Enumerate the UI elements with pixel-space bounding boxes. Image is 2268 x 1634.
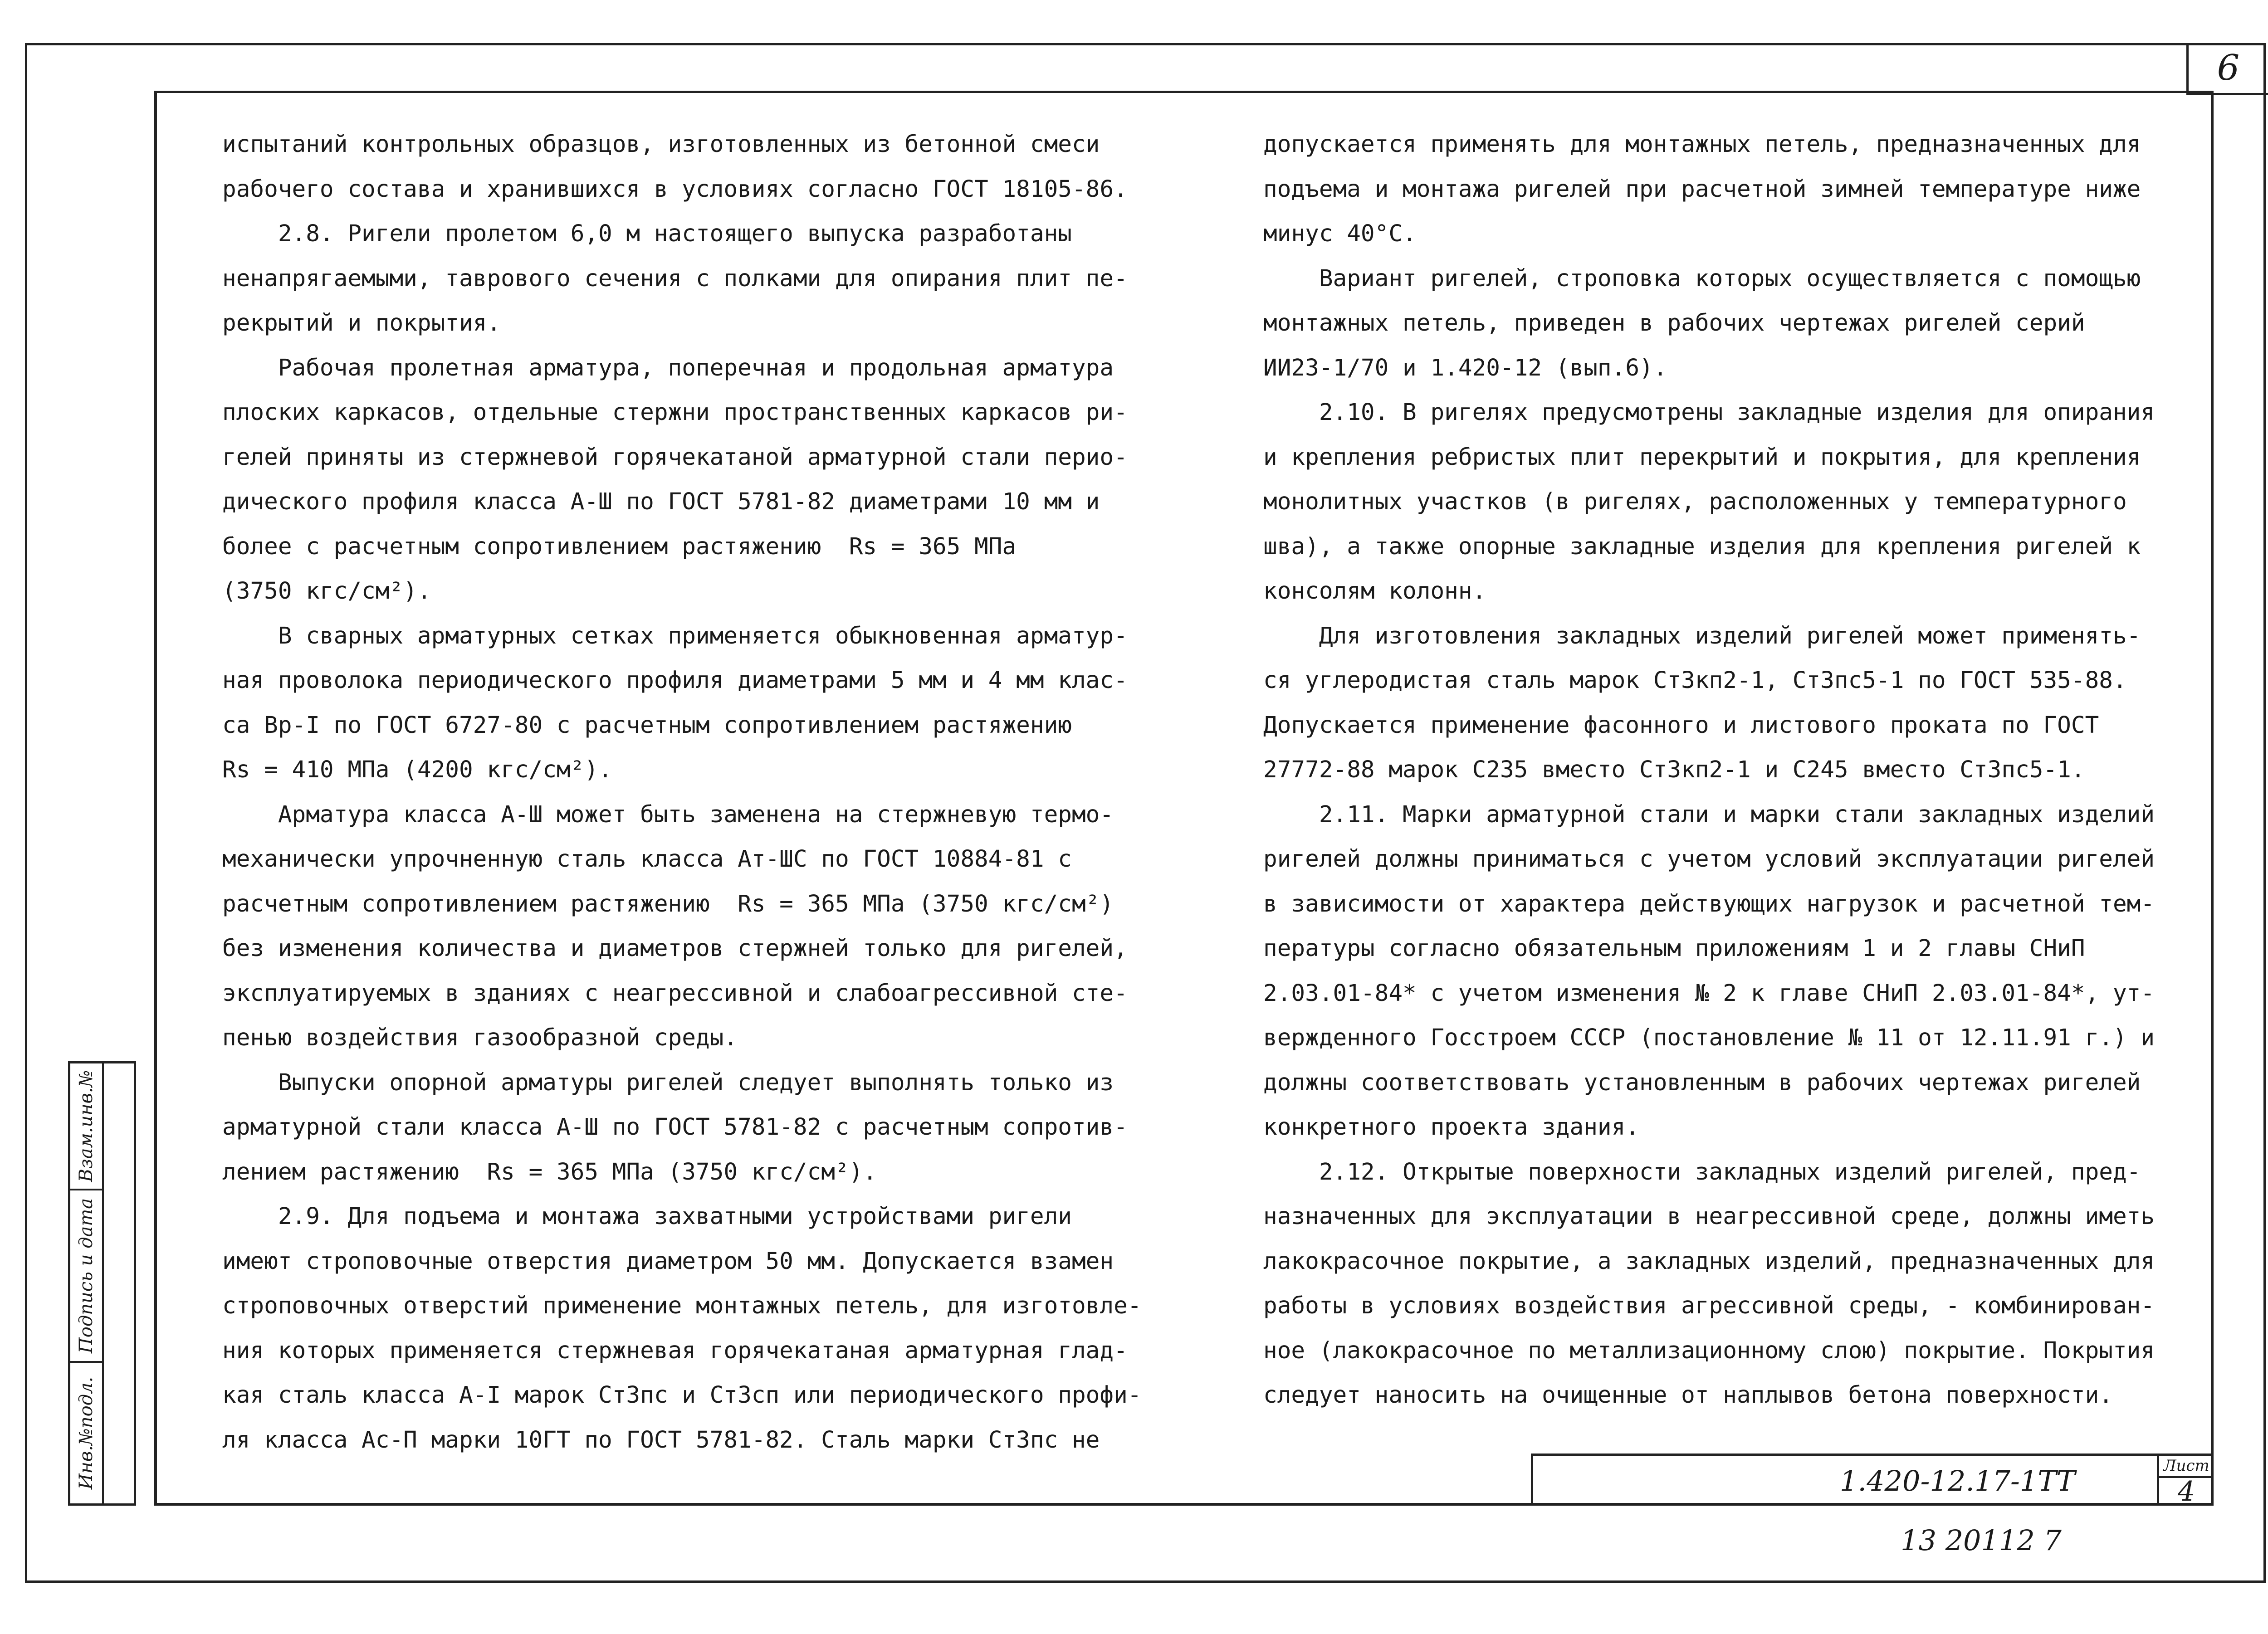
left-column-line: ля класса Ас-П марки 10ГТ по ГОСТ 5781-82. Сталь марки Ст3пс не	[222, 1426, 1100, 1454]
page-number: 6	[2186, 43, 2268, 95]
stamp-divider	[102, 1063, 104, 1503]
right-column-line: пературы согласно обязательным приложениям 1 и 2 главы СНиП	[1263, 935, 2085, 962]
left-column-line: ненапрягаемыми, таврового сечения с полками для опирания плит пе-	[222, 265, 1128, 292]
left-column-line: лением растяжению Rs = 365 МПа (3750 кгс/см²).	[222, 1158, 877, 1185]
right-column-line: работы в условиях воздействия агрессивной среды, - комбинирован-	[1263, 1293, 2155, 1319]
left-column-line: эксплуатируемых в зданиях с неагрессивной и слабоагрессивной сте-	[222, 980, 1128, 1007]
right-column-line: вержденного Госстроем СССР (постановление № 11 от 12.11.91 г.) и	[1263, 1024, 2155, 1051]
right-column-line: Допускается применение фасонного и листового проката по ГОСТ	[1263, 712, 2099, 739]
approval-stamp	[68, 1061, 136, 1506]
sheet-label: Лист	[2159, 1456, 2214, 1478]
left-column-line: дического профиля класса А-Ш по ГОСТ 5781-82 диаметрами 10 мм и	[222, 488, 1100, 515]
left-column-line: гелей приняты из стержневой горячекатаной арматурной стали перио-	[222, 444, 1128, 471]
left-column-line: Арматура класса А-Ш может быть заменена на стержневую термо-	[222, 801, 1114, 828]
left-column-line: ная проволока периодического профиля диаметрами 5 мм и 4 мм клас-	[222, 667, 1128, 694]
left-column-line: Rs = 410 МПа (4200 кгс/см²).	[222, 756, 612, 783]
sheet-number: 4	[2177, 1476, 2195, 1507]
left-column-line: (3750 кгс/см²).	[222, 578, 431, 605]
document-designation: 1.420-12.17-1ТТ	[1839, 1464, 2075, 1497]
left-column-line: более с расчетным сопротивлением растяжению Rs = 365 МПа	[222, 533, 1017, 560]
stamp-label-inv-original: Инв.№подл.	[76, 1376, 97, 1490]
left-column-line: пенью воздействия газообразной среды.	[222, 1024, 738, 1051]
stamp-cell-inv-original	[70, 1363, 102, 1503]
right-column-line: и крепления ребристых плит перекрытий и покрытия, для крепления	[1263, 444, 2141, 471]
right-column-line: допускается применять для монтажных петель, предназначенных для	[1263, 131, 2141, 158]
left-column-line: рабочего состава и хранившихся в условиях согласно ГОСТ 18105-86.	[222, 176, 1128, 203]
left-column-line: ния которых применяется стержневая горячекатаная арматурная глад-	[222, 1337, 1128, 1364]
right-column-line: ригелей должны приниматься с учетом условий эксплуатации ригелей	[1263, 846, 2155, 873]
left-column-line: строповочных отверстий применение монтажных петель, для изготовле-	[222, 1293, 1142, 1319]
left-column-line: расчетным сопротивлением растяжению Rs = 365 МПа (3750 кгс/см²)	[222, 890, 1114, 917]
left-text-column	[222, 122, 1142, 1463]
left-column-line: 2.8. Ригели пролетом 6,0 м настоящего выпуска разработаны	[222, 220, 1072, 247]
right-column-line: 2.11. Марки арматурной стали и марки стали закладных изделий	[1263, 801, 2155, 828]
right-column-line: ИИ23-1/70 и 1.420-12 (вып.6).	[1263, 354, 1667, 381]
left-column-line: Выпуски опорной арматуры ригелей следует выполнять только из	[222, 1069, 1114, 1096]
right-column-line: ся углеродистая сталь марок Ст3кп2-1, Ст3пс5-1 по ГОСТ 535-88.	[1263, 667, 2127, 694]
right-column-line: Вариант ригелей, строповка которых осуществляется с помощью	[1263, 265, 2141, 292]
left-column-line: рекрытий и покрытия.	[222, 310, 501, 337]
right-column-line: следует наносить на очищенные от наплывов бетона поверхности.	[1263, 1382, 2113, 1409]
right-column-line: консолям колонн.	[1263, 578, 1486, 605]
right-column-line: монтажных петель, приведен в рабочих чертежах ригелей серий	[1263, 310, 2085, 337]
left-column-line: арматурной стали класса А-Ш по ГОСТ 5781-82 с расчетным сопротив-	[222, 1114, 1128, 1141]
right-column-line: шва), а также опорные закладные изделия для крепления ригелей к	[1263, 533, 2141, 560]
left-column-line: имеют строповочные отверстия диаметром 50 мм. Допускается взамен	[222, 1248, 1114, 1275]
stamp-cell-replace-inv	[70, 1063, 102, 1190]
right-column-line: конкретного проекта здания.	[1263, 1114, 1640, 1141]
left-column-line: механически упрочненную сталь класса Ат-ШС по ГОСТ 10884-81 с	[222, 846, 1072, 873]
left-column-line: В сварных арматурных сетках применяется обыкновенная арматур-	[222, 622, 1128, 649]
sheet-cell	[2157, 1456, 2214, 1506]
left-column-line: плоских каркасов, отдельные стержни пространственных каркасов ри-	[222, 399, 1128, 426]
left-column-line: 2.9. Для подъема и монтажа захватными устройствами ригели	[222, 1203, 1072, 1230]
left-column-line: без изменения количества и диаметров стержней только для ригелей,	[222, 935, 1128, 962]
right-column-line: подъема и монтажа ригелей при расчетной зимней температуре ниже	[1263, 176, 2141, 203]
left-column-line: кая сталь класса А-I марок Ст3пс и Ст3сп или периодического профи-	[222, 1382, 1142, 1409]
left-column-line: Рабочая пролетная арматура, поперечная и продольная арматура	[222, 354, 1114, 381]
right-column-line: в зависимости от характера действующих нагрузок и расчетной тем-	[1263, 890, 2155, 917]
stamp-label-replace-inv: Взам.инв.№	[76, 1070, 97, 1182]
stamp-label-sign-date: Подпись и дата	[76, 1198, 97, 1354]
right-column-line: 2.12. Открытые поверхности закладных изделий ригелей, пред-	[1263, 1158, 2141, 1185]
right-column-line: назначенных для эксплуатации в неагрессивной среде, должны иметь	[1263, 1203, 2155, 1230]
right-column-line: 2.10. В ригелях предусмотрены закладные изделия для опирания	[1263, 399, 2155, 426]
right-column-line: монолитных участков (в ригелях, расположенных у температурного	[1263, 488, 2127, 515]
left-column-line: са Вр-I по ГОСТ 6727-80 с расчетным сопротивлением растяжению	[222, 712, 1072, 739]
inventory-note: 13 20112 7	[1901, 1524, 2062, 1557]
right-column-line: лакокрасочное покрытие, а закладных изделий, предназначенных для	[1263, 1248, 2155, 1275]
left-column-line: испытаний контрольных образцов, изготовленных из бетонной смеси	[222, 131, 1100, 158]
title-block	[1531, 1454, 2214, 1506]
right-column-line: минус 40°С.	[1263, 220, 1417, 247]
stamp-cell-sign-date	[70, 1190, 102, 1363]
right-column-line: 2.03.01-84* с учетом изменения № 2 к главе СНиП 2.03.01-84*, ут-	[1263, 980, 2155, 1007]
right-column-line: ное (лакокрасочное по металлизационному слою) покрытие. Покрытия	[1263, 1337, 2155, 1364]
right-column-line: 27772-88 марок С235 вместо Ст3кп2-1 и С245 вместо Ст3пс5-1.	[1263, 756, 2085, 783]
right-column-line: Для изготовления закладных изделий ригелей может применять-	[1263, 622, 2141, 649]
right-column-line: должны соответствовать установленным в рабочих чертежах ригелей	[1263, 1069, 2141, 1096]
right-text-column	[1263, 122, 2184, 1418]
